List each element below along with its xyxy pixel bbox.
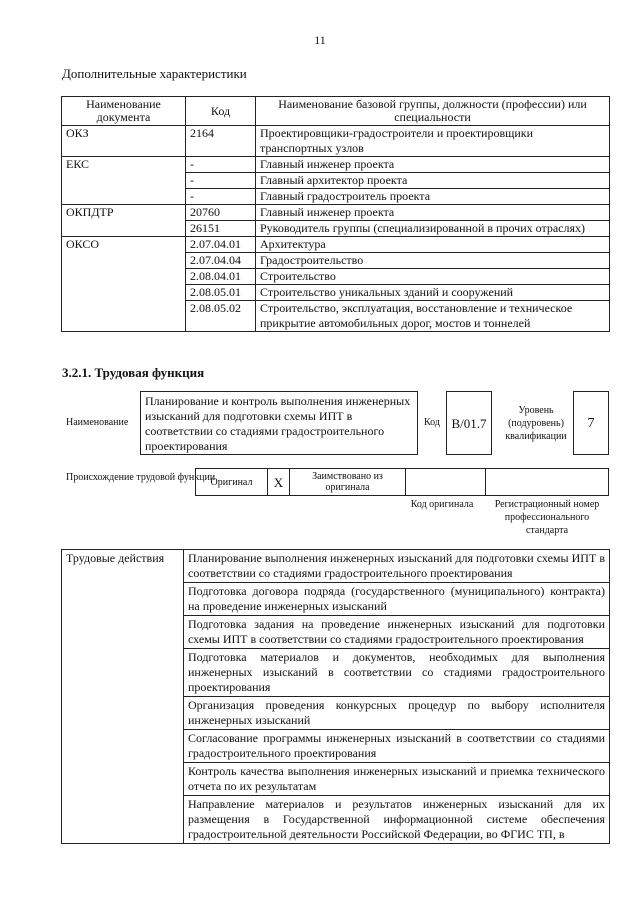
name-cell: Строительство уникальных зданий и сооружений [256, 285, 610, 301]
action-item: Согласование программы инженерных изысканий в соответствии со стадиями градостроительного проектирования [184, 730, 610, 763]
function-name-box: Планирование и контроль выполнения инженерных изысканий для подготовки схемы ИПТ в соответствии со стадиями градостроительного проектирования [140, 391, 418, 455]
table-row [62, 253, 610, 269]
table-row [62, 126, 610, 157]
action-item: Подготовка материалов и документов, необходимых для выполнения инженерных изысканий в соответствии со стадиями градостроительного проектирования [184, 649, 610, 697]
origin-table [195, 468, 609, 496]
header-doc: Наименование документа [62, 97, 186, 126]
code-original-caption: Код оригинала [410, 499, 474, 510]
table-row [62, 697, 610, 730]
action-item: Организация проведения конкурсных процедур по выбору исполнителя инженерных изысканий [184, 697, 610, 730]
doc-cell [62, 173, 186, 189]
code-cell: 2.07.04.01 [186, 237, 256, 253]
additional-characteristics-title: Дополнительные характеристики [62, 66, 247, 81]
origin-label: Происхождение трудовой функции [66, 472, 216, 483]
doc-cell [62, 301, 186, 332]
table-header-row [62, 97, 610, 126]
name-cell: Строительство, эксплуатация, восстановление и техническое прикрытие автомобильных дорог, мостов и тоннелей [256, 301, 610, 332]
name-cell: Архитектура [256, 237, 610, 253]
doc-cell: ОКПДТР [62, 205, 186, 221]
code-cell: 2.08.05.02 [186, 301, 256, 332]
code-cell: 2.07.04.04 [186, 253, 256, 269]
header-group: Наименование базовой группы, должности (профессии) или специальности [256, 97, 610, 126]
doc-cell [62, 269, 186, 285]
table-row [62, 173, 610, 189]
name-cell: Руководитель группы (специализированной в прочих отраслях) [256, 221, 610, 237]
header-code: Код [186, 97, 256, 126]
action-item: Подготовка договора подряда (государственного (муниципального) контракта) на проведение инженерных изысканий [184, 583, 610, 616]
table-row [62, 237, 610, 253]
labor-function-title: 3.2.1. Трудовая функция [62, 365, 205, 380]
name-cell: Главный архитектор проекта [256, 173, 610, 189]
action-item: Подготовка задания на проведение инженерных изысканий для подготовки схемы ИПТ в соответствии со стадиями градостроительного проектирования [184, 616, 610, 649]
name-label: Наименование [66, 417, 129, 428]
table-row [62, 221, 610, 237]
doc-cell [62, 221, 186, 237]
qualification-level-box: 7 [573, 391, 609, 455]
function-code-box: В/01.7 [446, 391, 492, 455]
code-cell: 20760 [186, 205, 256, 221]
table-row [62, 796, 610, 844]
action-item: Контроль качества выполнения инженерных изысканий и приемка технического отчета по их результатам [184, 763, 610, 796]
code-cell: - [186, 157, 256, 173]
original-cell: Оригинал [196, 469, 268, 496]
code-cell: 26151 [186, 221, 256, 237]
table-row [62, 205, 610, 221]
table-row [62, 301, 610, 332]
action-item: Планирование выполнения инженерных изысканий для подготовки схемы ИПТ в соответствии со стадиями градостроительного проектирования [184, 550, 610, 583]
table-row [62, 189, 610, 205]
original-mark: X [268, 469, 290, 496]
labor-actions-table [61, 549, 610, 844]
borrowed-cell: Заимствовано из оригинала [290, 469, 406, 496]
name-cell: Главный градостроитель проекта [256, 189, 610, 205]
table-row [62, 269, 610, 285]
name-cell: Главный инженер проекта [256, 205, 610, 221]
table-row [62, 285, 610, 301]
name-cell: Строительство [256, 269, 610, 285]
name-cell: Проектировщики-градостроители и проектировщики транспортных узлов [256, 126, 610, 157]
doc-cell: ОКСО [62, 237, 186, 253]
code-cell: - [186, 189, 256, 205]
code-label: Код [424, 417, 440, 428]
name-cell: Главный инженер проекта [256, 157, 610, 173]
code-cell: 2.08.05.01 [186, 285, 256, 301]
doc-cell: ЕКС [62, 157, 186, 173]
table-row [62, 649, 610, 697]
code-cell: - [186, 173, 256, 189]
reg-number-cell [486, 469, 609, 496]
doc-cell [62, 285, 186, 301]
labor-actions-label: Трудовые действия [62, 550, 184, 583]
qualification-level-label: Уровень (подуровень) квалификации [505, 405, 567, 442]
table-row [62, 550, 610, 583]
table-row [62, 616, 610, 649]
name-cell: Градостроительство [256, 253, 610, 269]
table-row [62, 730, 610, 763]
table-row [62, 763, 610, 796]
code-original-cell [406, 469, 486, 496]
table-row [62, 157, 610, 173]
doc-cell [62, 253, 186, 269]
doc-cell [62, 189, 186, 205]
code-cell: 2164 [186, 126, 256, 157]
reg-number-caption: Регистрационный номер профессионального стандарта [494, 499, 600, 536]
page-number: 11 [314, 33, 326, 47]
code-cell: 2.08.04.01 [186, 269, 256, 285]
additional-characteristics-table [61, 96, 610, 332]
table-row [62, 583, 610, 616]
doc-cell: ОКЗ [62, 126, 186, 157]
action-item: Направление материалов и результатов инженерных изысканий для их размещения в Государственной информационной системе обеспечения градостроительной деятельности Российской Федерации, во ФГИС ТП, в [184, 796, 610, 844]
